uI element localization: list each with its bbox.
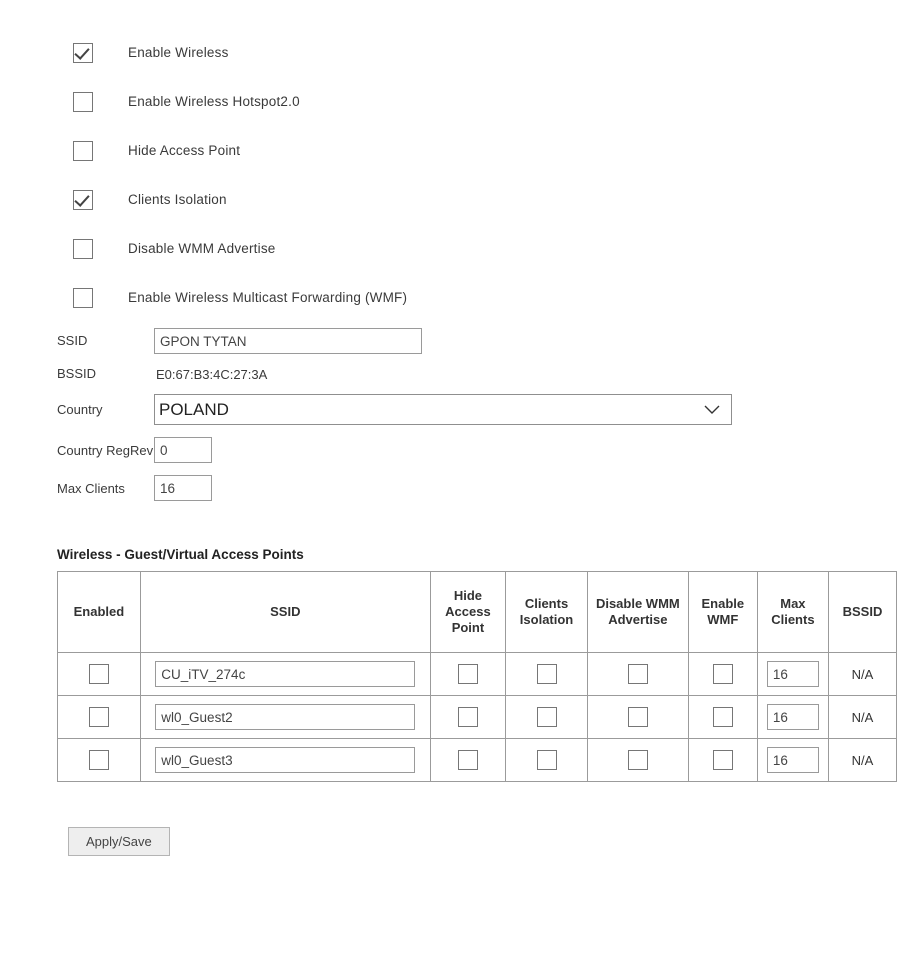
field-row-ssid bbox=[57, 328, 920, 354]
guest-ap-table bbox=[57, 571, 897, 782]
header-ssid: SSID bbox=[140, 572, 430, 653]
table-row bbox=[58, 739, 897, 782]
input-row1-max-clients[interactable] bbox=[767, 661, 819, 687]
input-ssid[interactable] bbox=[154, 328, 422, 354]
checkbox-row3-disable-wmm[interactable] bbox=[628, 750, 648, 770]
option-row-disable-wmm-advertise bbox=[73, 224, 920, 273]
table-row bbox=[58, 696, 897, 739]
checkbox-row2-enabled[interactable] bbox=[89, 707, 109, 727]
option-row-enable-hotspot20 bbox=[73, 77, 920, 126]
header-hide-access-point: Hide Access Point bbox=[430, 572, 505, 653]
cell-disable-wmm bbox=[587, 653, 688, 696]
option-row-enable-wireless bbox=[73, 28, 920, 77]
cell-bssid: N/A bbox=[828, 739, 896, 782]
value-bssid: E0:67:B3:4C:27:3A bbox=[156, 366, 268, 382]
label-country-regrev: Country RegRev bbox=[57, 442, 154, 458]
cell-ssid bbox=[140, 739, 430, 782]
cell-enabled bbox=[58, 739, 141, 782]
checkbox-row2-hide-ap[interactable] bbox=[458, 707, 478, 727]
country-select-wrapper bbox=[154, 394, 732, 425]
cell-ssid bbox=[140, 696, 430, 739]
guest-ap-title: Wireless - Guest/Virtual Access Points bbox=[57, 547, 304, 562]
input-row3-max-clients[interactable] bbox=[767, 747, 819, 773]
label-enable-hotspot20: Enable Wireless Hotspot2.0 bbox=[128, 94, 300, 109]
checkbox-enable-wireless[interactable] bbox=[73, 43, 93, 63]
option-row-hide-access-point bbox=[73, 126, 920, 175]
label-bssid: BSSID bbox=[57, 366, 97, 381]
checkbox-hide-access-point[interactable] bbox=[73, 141, 93, 161]
input-row2-max-clients[interactable] bbox=[767, 704, 819, 730]
field-row-max-clients bbox=[57, 475, 920, 501]
actions-row bbox=[0, 827, 920, 856]
label-disable-wmm-advertise: Disable WMM Advertise bbox=[128, 241, 276, 256]
cell-hide-ap bbox=[430, 739, 505, 782]
checkbox-row2-enable-wmf[interactable] bbox=[713, 707, 733, 727]
checkbox-row2-clients-isolation[interactable] bbox=[537, 707, 557, 727]
checkbox-clients-isolation[interactable] bbox=[73, 190, 93, 210]
cell-hide-ap bbox=[430, 653, 505, 696]
table-header-row bbox=[58, 572, 897, 653]
field-row-country-regrev bbox=[57, 437, 920, 463]
label-country: Country bbox=[57, 401, 103, 417]
checkbox-enable-hotspot20[interactable] bbox=[73, 92, 93, 112]
cell-enable-wmf bbox=[688, 653, 757, 696]
cell-enabled bbox=[58, 653, 141, 696]
checkbox-enable-wmf[interactable] bbox=[73, 288, 93, 308]
cell-max-clients bbox=[757, 739, 828, 782]
input-max-clients[interactable] bbox=[154, 475, 212, 501]
cell-max-clients bbox=[757, 653, 828, 696]
checkbox-row3-enabled[interactable] bbox=[89, 750, 109, 770]
label-ssid: SSID bbox=[57, 333, 88, 348]
cell-enabled bbox=[58, 696, 141, 739]
cell-ssid bbox=[140, 653, 430, 696]
field-row-bssid bbox=[57, 366, 920, 382]
cell-disable-wmm bbox=[587, 739, 688, 782]
checkbox-row3-hide-ap[interactable] bbox=[458, 750, 478, 770]
select-country[interactable] bbox=[154, 394, 732, 425]
header-max-clients: Max Clients bbox=[757, 572, 828, 653]
cell-max-clients bbox=[757, 696, 828, 739]
field-row-country bbox=[57, 394, 920, 425]
cell-clients-isolation bbox=[506, 696, 588, 739]
checkbox-row1-clients-isolation[interactable] bbox=[537, 664, 557, 684]
table-row bbox=[58, 653, 897, 696]
cell-bssid: N/A bbox=[828, 653, 896, 696]
cell-bssid: N/A bbox=[828, 696, 896, 739]
guest-ap-section bbox=[0, 547, 920, 782]
input-country-regrev[interactable] bbox=[154, 437, 212, 463]
checkbox-disable-wmm-advertise[interactable] bbox=[73, 239, 93, 259]
cell-enable-wmf bbox=[688, 696, 757, 739]
header-enabled: Enabled bbox=[58, 572, 141, 653]
header-bssid: BSSID bbox=[828, 572, 896, 653]
label-max-clients: Max Clients bbox=[57, 480, 125, 496]
label-hide-access-point: Hide Access Point bbox=[128, 143, 241, 158]
cell-disable-wmm bbox=[587, 696, 688, 739]
checkbox-row3-enable-wmf[interactable] bbox=[713, 750, 733, 770]
apply-save-button[interactable]: Apply/Save bbox=[68, 827, 170, 856]
cell-hide-ap bbox=[430, 696, 505, 739]
checkbox-row2-disable-wmm[interactable] bbox=[628, 707, 648, 727]
wireless-fields bbox=[0, 328, 920, 501]
cell-clients-isolation bbox=[506, 739, 588, 782]
input-row3-ssid[interactable] bbox=[155, 747, 415, 773]
checkbox-row1-enabled[interactable] bbox=[89, 664, 109, 684]
label-enable-wireless: Enable Wireless bbox=[128, 45, 229, 60]
checkbox-row3-clients-isolation[interactable] bbox=[537, 750, 557, 770]
header-disable-wmm-advertise: Disable WMM Advertise bbox=[587, 572, 688, 653]
option-row-clients-isolation bbox=[73, 175, 920, 224]
label-clients-isolation: Clients Isolation bbox=[128, 192, 227, 207]
wireless-options-list bbox=[0, 0, 920, 322]
input-row1-ssid[interactable] bbox=[155, 661, 415, 687]
cell-enable-wmf bbox=[688, 739, 757, 782]
option-row-enable-wmf bbox=[73, 273, 920, 322]
header-enable-wmf: Enable WMF bbox=[688, 572, 757, 653]
checkbox-row1-enable-wmf[interactable] bbox=[713, 664, 733, 684]
cell-clients-isolation bbox=[506, 653, 588, 696]
input-row2-ssid[interactable] bbox=[155, 704, 415, 730]
label-enable-wmf: Enable Wireless Multicast Forwarding (WMF) bbox=[128, 290, 408, 305]
checkbox-row1-hide-ap[interactable] bbox=[458, 664, 478, 684]
checkbox-row1-disable-wmm[interactable] bbox=[628, 664, 648, 684]
header-clients-isolation: Clients Isolation bbox=[506, 572, 588, 653]
